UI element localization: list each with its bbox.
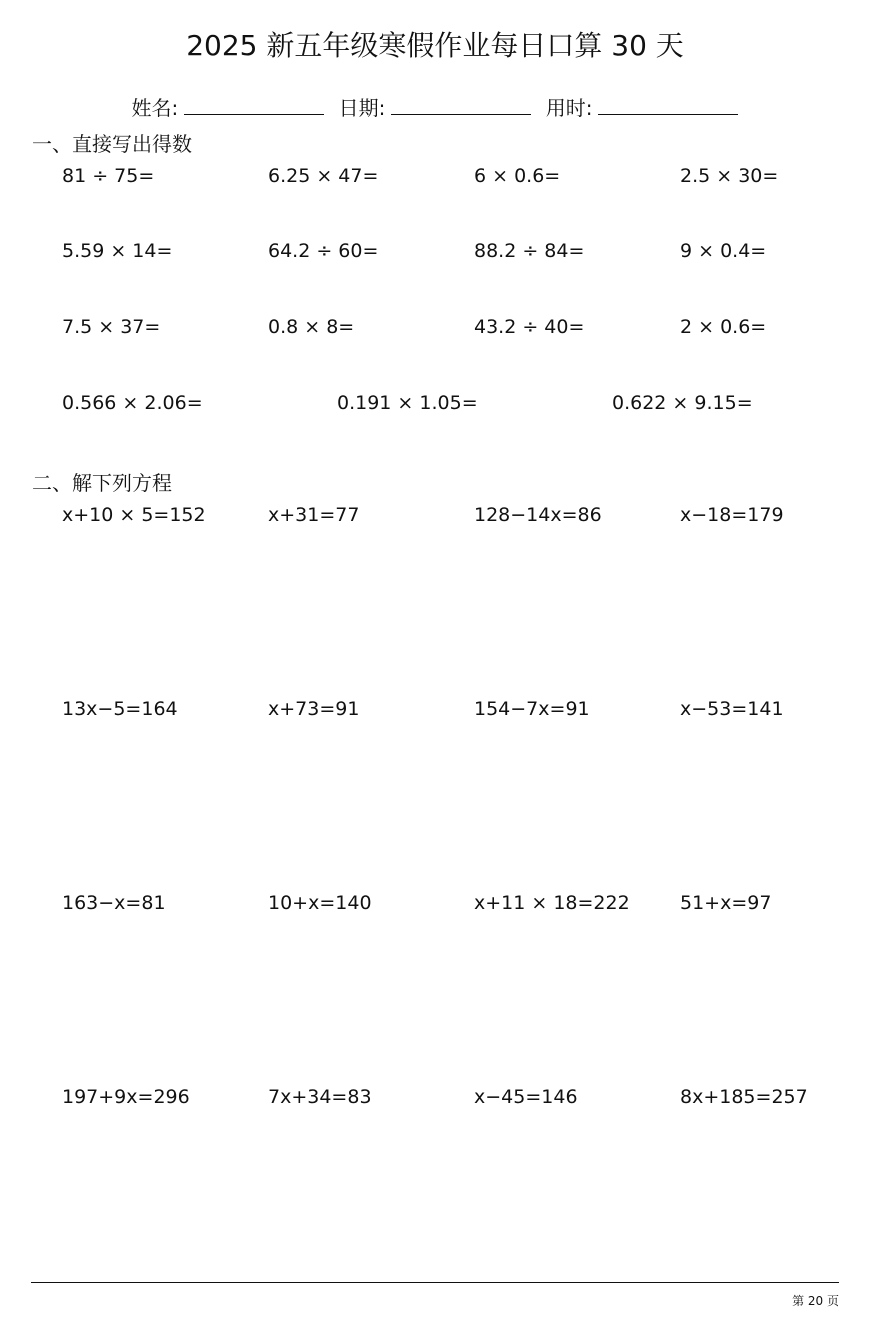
worksheet-title: 2025 新五年级寒假作业每日口算 30 天 — [186, 29, 684, 62]
arithmetic-problem: 64.2 ÷ 60= — [268, 240, 379, 262]
time-blank — [598, 94, 738, 115]
time-field — [546, 94, 739, 122]
equation-problem: x−53=141 — [680, 698, 784, 720]
name-blank — [184, 94, 324, 115]
equation-problem: x+31=77 — [268, 504, 360, 526]
arithmetic-problem: 7.5 × 37= — [62, 316, 161, 338]
arithmetic-problem: 9 × 0.4= — [680, 240, 767, 262]
arithmetic-problem: 43.2 ÷ 40= — [474, 316, 585, 338]
equation-problem: 154−7x=91 — [474, 698, 590, 720]
arithmetic-problem: 0.8 × 8= — [268, 316, 355, 338]
arithmetic-problem: 6 × 0.6= — [474, 165, 561, 187]
footer-divider — [31, 1282, 839, 1283]
arithmetic-problem: 81 ÷ 75= — [62, 165, 155, 187]
date-field — [339, 94, 532, 122]
equation-problem: 51+x=97 — [680, 892, 772, 914]
name-field — [132, 94, 325, 122]
equation-problem: x+73=91 — [268, 698, 360, 720]
time-label: 用时: — [545, 96, 593, 120]
equation-problem: 10+x=140 — [268, 892, 372, 914]
equation-problem: x−45=146 — [474, 1086, 578, 1108]
date-label: 日期: — [338, 96, 386, 120]
equation-problem: x−18=179 — [680, 504, 784, 526]
arithmetic-problem: 6.25 × 47= — [268, 165, 379, 187]
name-label: 姓名: — [131, 96, 179, 120]
arithmetic-problem: 88.2 ÷ 84= — [474, 240, 585, 262]
equation-problem: 8x+185=257 — [680, 1086, 808, 1108]
equation-problem: 13x−5=164 — [62, 698, 178, 720]
arithmetic-problem: 5.59 × 14= — [62, 240, 173, 262]
arithmetic-problem: 2 × 0.6= — [680, 316, 767, 338]
arithmetic-problem: 0.191 × 1.05= — [337, 392, 478, 414]
page-number: 第 20 页 — [792, 1294, 839, 1308]
equation-problem: 163−x=81 — [62, 892, 166, 914]
student-info-row — [0, 94, 870, 122]
equation-problem: x+11 × 18=222 — [474, 892, 630, 914]
section-1-title: 一、直接写出得数 — [32, 132, 192, 156]
date-blank — [391, 94, 531, 115]
equation-problem: 197+9x=296 — [62, 1086, 190, 1108]
equation-problem: 7x+34=83 — [268, 1086, 372, 1108]
arithmetic-problem: 2.5 × 30= — [680, 165, 779, 187]
arithmetic-problem: 0.622 × 9.15= — [612, 392, 753, 414]
equation-problem: x+10 × 5=152 — [62, 504, 206, 526]
arithmetic-problem: 0.566 × 2.06= — [62, 392, 203, 414]
section-2-title: 二、解下列方程 — [32, 471, 172, 495]
equation-problem: 128−14x=86 — [474, 504, 602, 526]
